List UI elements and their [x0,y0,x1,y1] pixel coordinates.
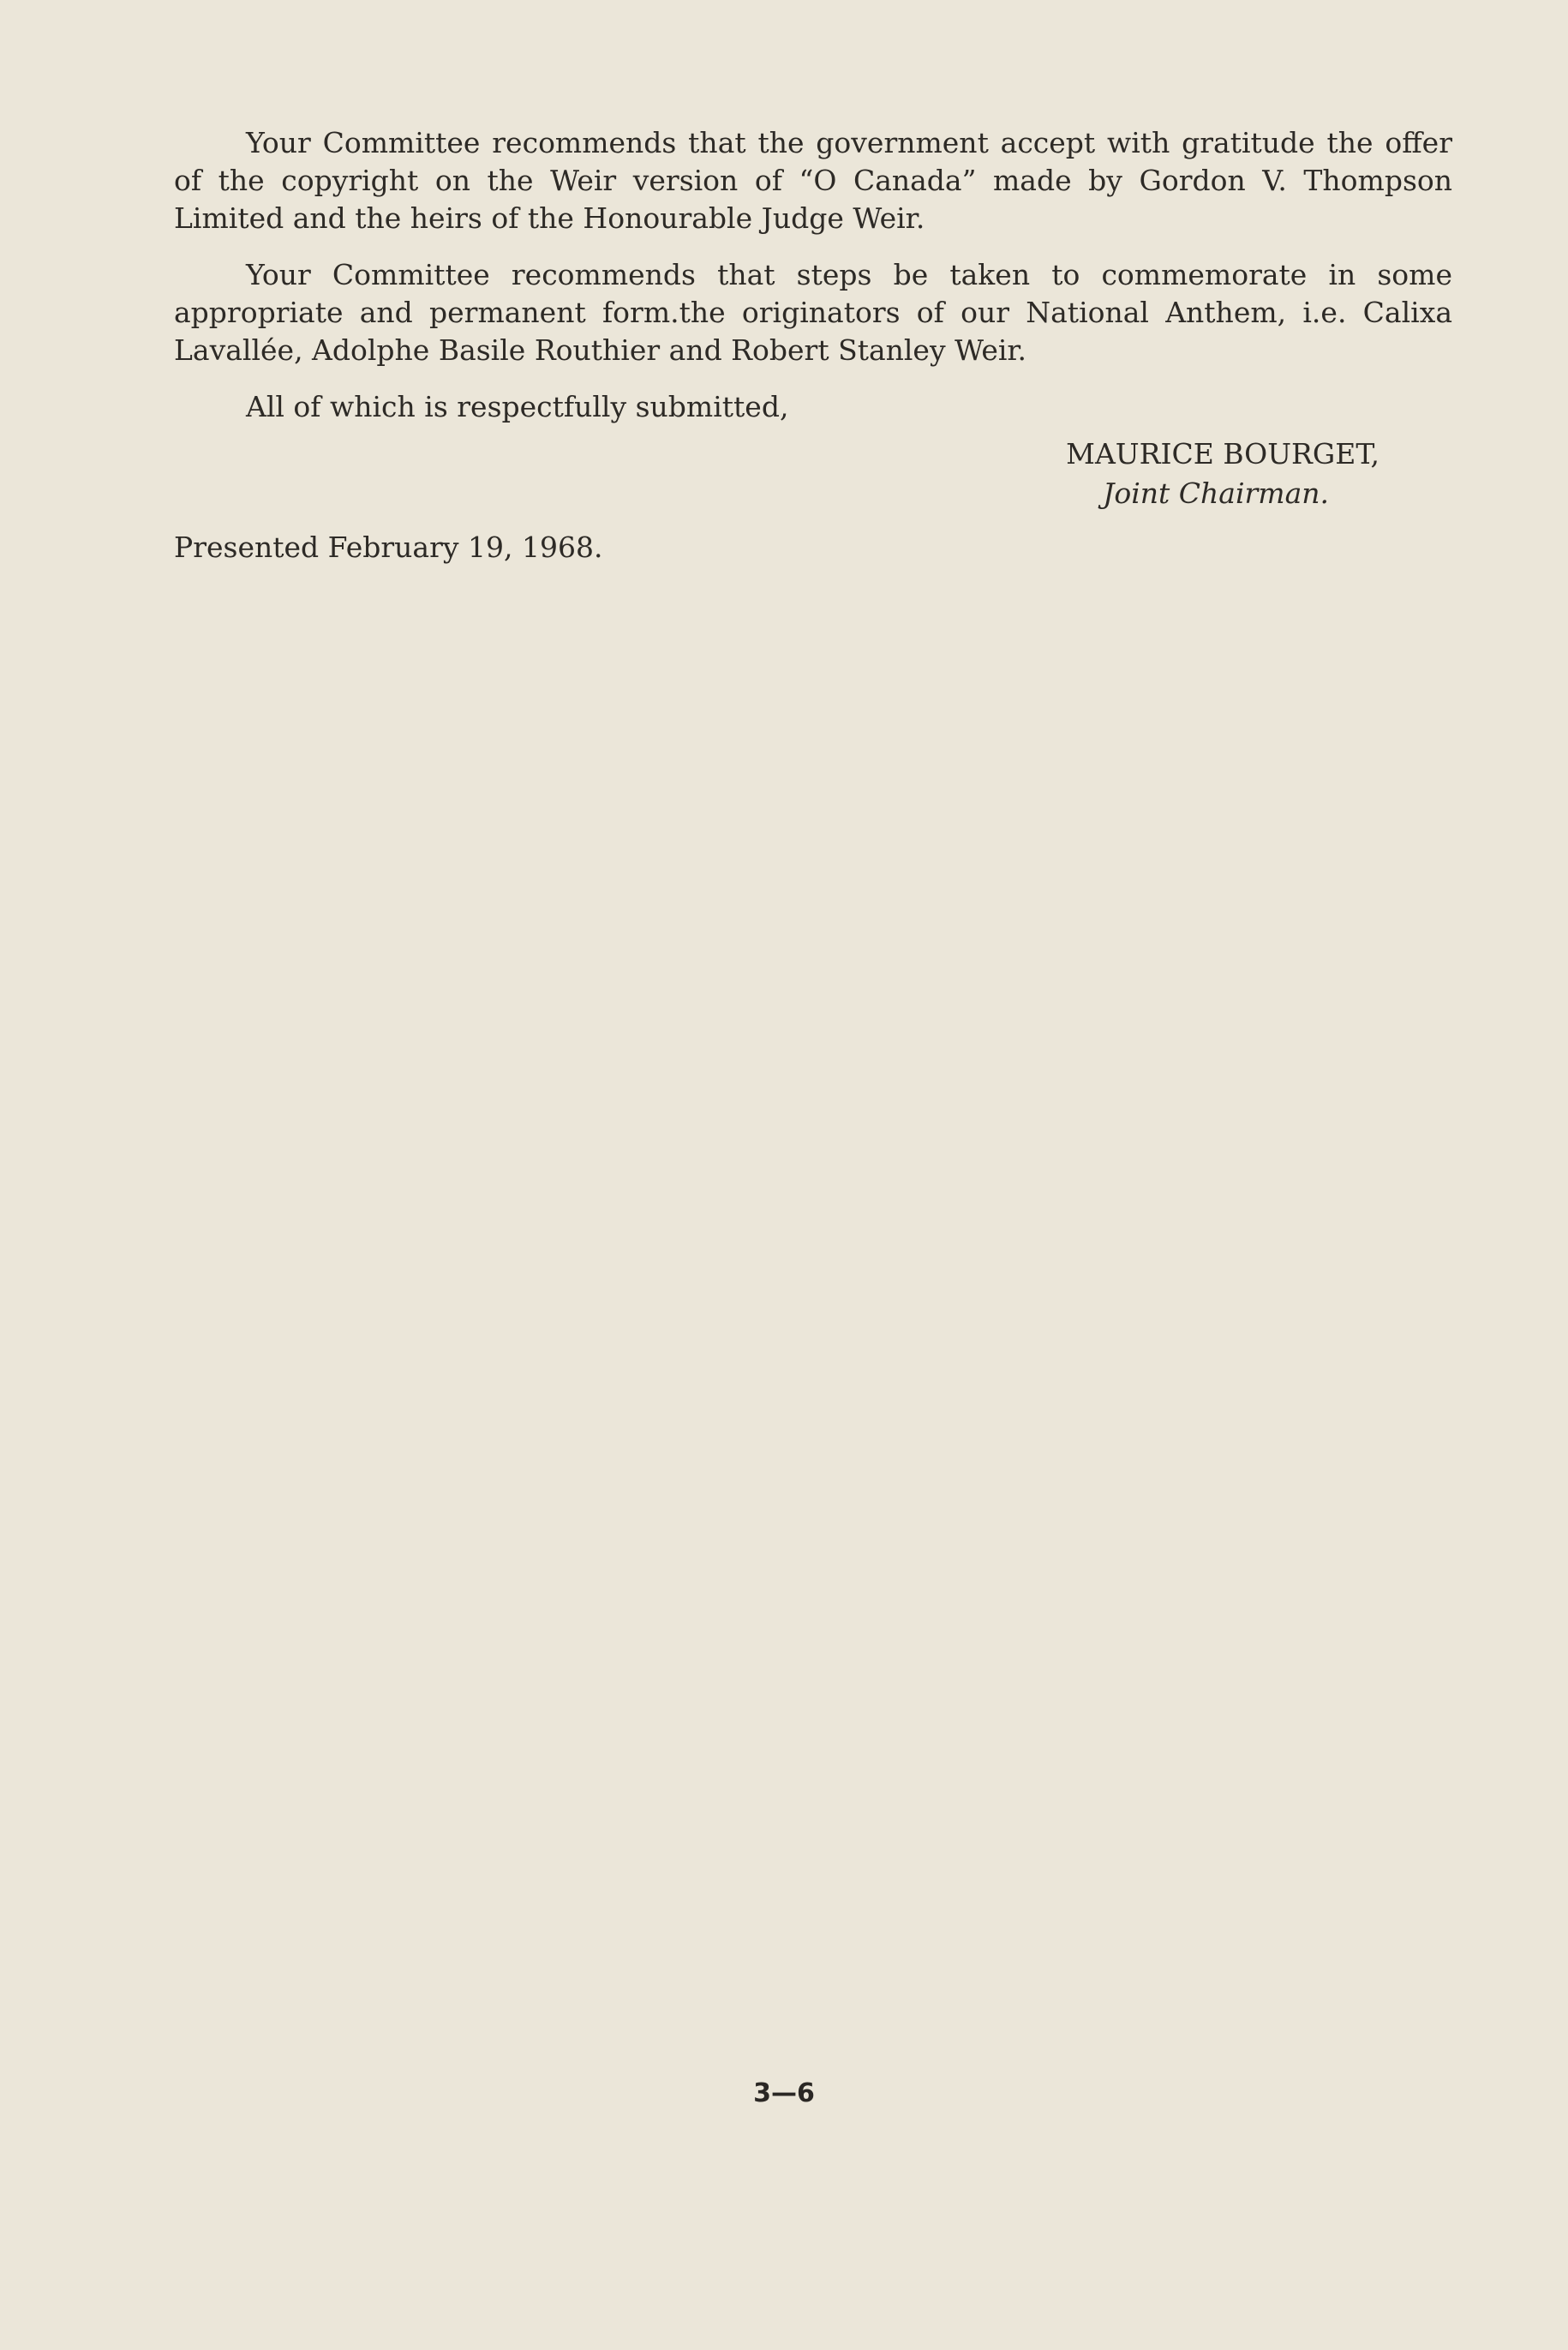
presented-date: Presented February 19, 1968. [174,531,603,564]
signature-block [174,435,1452,513]
paragraph-copyright-recommendation: Your Committee recommends that the government accept with gratitude the offer of the copyright on the Weir version of “O Canada” made by Gordon V. Thompson Limited and the heirs of the Honourable Judge Weir. [174,126,1452,235]
page-number: 3—6 [753,2078,815,2108]
paragraph-submission: All of which is respectfully submitted, [246,390,789,423]
signatory-role: Joint Chairman. [1103,477,1329,510]
document-body [174,124,1452,567]
paragraph-commemoration-recommendation: Your Committee recommends that steps be taken to commemorate in some appropriate and permanent form.the originators of our National Anthem, i.e. Calixa Lavallée, Adolphe Basile Routhier and Robert Stanley Weir. [174,258,1452,367]
signatory-name: MAURICE BOURGET, [1066,437,1379,471]
